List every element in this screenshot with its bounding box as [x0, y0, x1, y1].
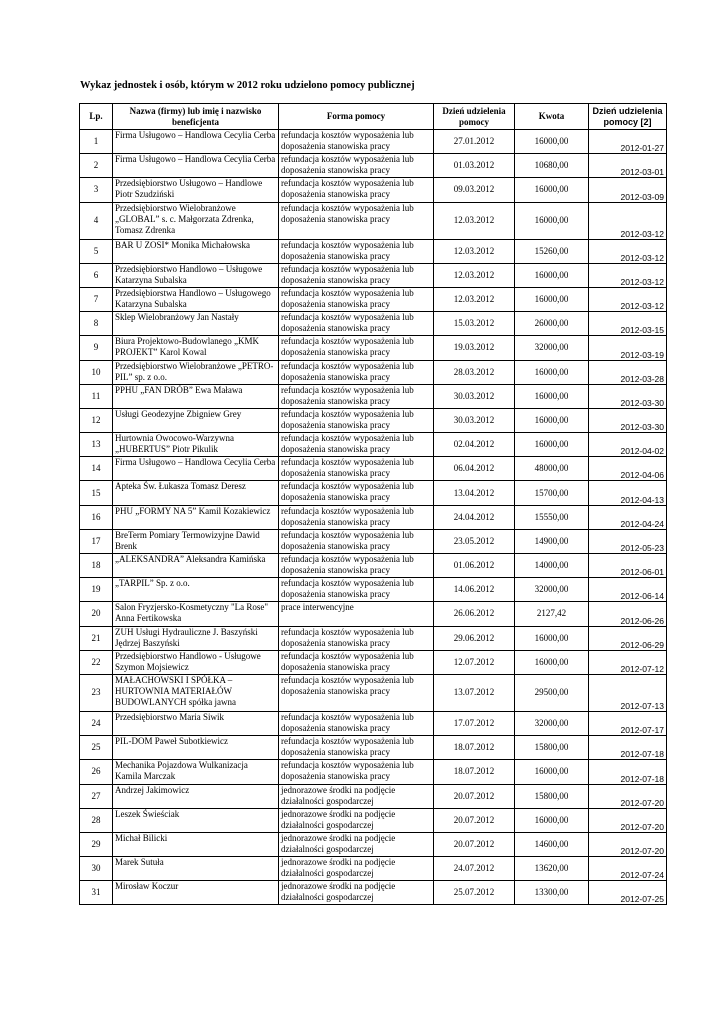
cell-amount: 15700,00 — [515, 481, 589, 505]
cell-iso-date: 2012-01-27 — [589, 130, 667, 154]
cell-iso-date: 2012-03-12 — [589, 202, 667, 239]
cell-amount: 16000,00 — [515, 202, 589, 239]
table-row — [80, 808, 667, 832]
cell-name: ZUH Usługi Hydrauliczne J. Baszyński Jędrzej Baszyński — [113, 626, 279, 650]
cell-date: 17.07.2012 — [434, 711, 515, 735]
cell-date: 30.03.2012 — [434, 408, 515, 432]
cell-iso-date: 2012-07-12 — [589, 650, 667, 674]
cell-iso-date: 2012-03-28 — [589, 360, 667, 384]
cell-lp: 15 — [80, 481, 113, 505]
cell-name: Michał Bilicki — [113, 832, 279, 856]
cell-name: Firma Usługowo – Handlowa Cecylia Cerba — [113, 457, 279, 481]
table-row — [80, 130, 667, 154]
cell-lp: 26 — [80, 760, 113, 784]
cell-lp: 21 — [80, 626, 113, 650]
cell-form: refundacja kosztów wyposażenia lub doposażenia stanowiska pracy — [279, 287, 434, 311]
cell-iso-date: 2012-03-19 — [589, 336, 667, 360]
cell-name: Biura Projektowo-Budowlanego „KMK PROJEKT” Karol Kowal — [113, 336, 279, 360]
cell-amount: 15550,00 — [515, 505, 589, 529]
cell-date: 12.03.2012 — [434, 263, 515, 287]
cell-date: 25.07.2012 — [434, 881, 515, 905]
cell-iso-date: 2012-07-25 — [589, 881, 667, 905]
cell-form: refundacja kosztów wyposażenia lub doposażenia stanowiska pracy — [279, 760, 434, 784]
table-row — [80, 578, 667, 602]
cell-lp: 2 — [80, 154, 113, 178]
cell-lp: 28 — [80, 808, 113, 832]
header-row — [80, 104, 667, 130]
cell-lp: 1 — [80, 130, 113, 154]
document-title: Wykaz jednostek i osób, którym w 2012 roku udzielono pomocy publicznej — [80, 80, 415, 91]
cell-date: 23.05.2012 — [434, 529, 515, 553]
cell-lp: 5 — [80, 239, 113, 263]
cell-amount: 48000,00 — [515, 457, 589, 481]
cell-iso-date: 2012-05-23 — [589, 529, 667, 553]
cell-form: jednorazowe środki na podjęcie działalności gospodarczej — [279, 857, 434, 881]
cell-form: prace interwencyjne — [279, 602, 434, 626]
cell-form: refundacja kosztów wyposażenia lub doposażenia stanowiska pracy — [279, 130, 434, 154]
cell-name: Marek Sutuła — [113, 857, 279, 881]
cell-name: „TARPIL” Sp. z o.o. — [113, 578, 279, 602]
cell-lp: 7 — [80, 287, 113, 311]
cell-name: Hurtownia Owocowo-Warzywna „HUBERTUS” Piotr Pikulik — [113, 433, 279, 457]
cell-amount: 32000,00 — [515, 711, 589, 735]
table-row — [80, 736, 667, 760]
cell-lp: 9 — [80, 336, 113, 360]
cell-form: refundacja kosztów wyposażenia lub doposażenia stanowiska pracy — [279, 408, 434, 432]
cell-amount: 16000,00 — [515, 760, 589, 784]
cell-amount: 29500,00 — [515, 674, 589, 711]
table-row — [80, 360, 667, 384]
cell-form: refundacja kosztów wyposażenia lub doposażenia stanowiska pracy — [279, 736, 434, 760]
cell-amount: 16000,00 — [515, 808, 589, 832]
cell-date: 18.07.2012 — [434, 760, 515, 784]
cell-form: jednorazowe środki na podjęcie działalności gospodarczej — [279, 808, 434, 832]
cell-date: 19.03.2012 — [434, 336, 515, 360]
cell-date: 20.07.2012 — [434, 784, 515, 808]
cell-amount: 32000,00 — [515, 578, 589, 602]
cell-lp: 22 — [80, 650, 113, 674]
cell-form: refundacja kosztów wyposażenia lub doposażenia stanowiska pracy — [279, 360, 434, 384]
cell-iso-date: 2012-07-24 — [589, 857, 667, 881]
cell-amount: 16000,00 — [515, 650, 589, 674]
cell-name: BAR U ZOSI* Monika Michałowska — [113, 239, 279, 263]
cell-lp: 3 — [80, 178, 113, 202]
cell-lp: 4 — [80, 202, 113, 239]
cell-amount: 15800,00 — [515, 736, 589, 760]
cell-name: Przedsiębiorstwa Handlowo – Usługowego Katarzyna Subalska — [113, 287, 279, 311]
cell-form: jednorazowe środki na podjęcie działalności gospodarczej — [279, 832, 434, 856]
cell-lp: 10 — [80, 360, 113, 384]
header-date: Dzień udzielenia pomocy — [434, 104, 515, 130]
cell-lp: 31 — [80, 881, 113, 905]
cell-amount: 16000,00 — [515, 433, 589, 457]
table-row — [80, 881, 667, 905]
cell-date: 09.03.2012 — [434, 178, 515, 202]
cell-form: refundacja kosztów wyposażenia lub doposażenia stanowiska pracy — [279, 650, 434, 674]
cell-iso-date: 2012-04-13 — [589, 481, 667, 505]
cell-date: 06.04.2012 — [434, 457, 515, 481]
cell-lp: 27 — [80, 784, 113, 808]
cell-form: refundacja kosztów wyposażenia lub doposażenia stanowiska pracy — [279, 457, 434, 481]
header-name: Nazwa (firmy) lub imię i nazwisko beneficjenta — [113, 104, 279, 130]
cell-iso-date: 2012-07-20 — [589, 784, 667, 808]
table-row — [80, 287, 667, 311]
cell-iso-date: 2012-06-01 — [589, 554, 667, 578]
cell-form: refundacja kosztów wyposażenia lub doposażenia stanowiska pracy — [279, 154, 434, 178]
aid-table — [79, 103, 667, 905]
cell-name: Firma Usługowo – Handlowa Cecylia Cerba — [113, 154, 279, 178]
table-row — [80, 263, 667, 287]
header-amount: Kwota — [515, 104, 589, 130]
cell-name: MAŁACHOWSKI I SPÓŁKA – HURTOWNIA MATERIAŁÓW BUDOWLANYCH spółka jawna — [113, 674, 279, 711]
table-row — [80, 650, 667, 674]
cell-amount: 32000,00 — [515, 336, 589, 360]
table-row — [80, 202, 667, 239]
cell-amount: 14600,00 — [515, 832, 589, 856]
cell-amount: 16000,00 — [515, 178, 589, 202]
cell-lp: 16 — [80, 505, 113, 529]
cell-lp: 25 — [80, 736, 113, 760]
cell-iso-date: 2012-06-26 — [589, 602, 667, 626]
cell-date: 20.07.2012 — [434, 832, 515, 856]
cell-lp: 11 — [80, 384, 113, 408]
cell-name: Usługi Geodezyjne Zbigniew Grey — [113, 408, 279, 432]
cell-name: Mirosław Koczur — [113, 881, 279, 905]
cell-lp: 24 — [80, 711, 113, 735]
cell-name: Leszek Świeściak — [113, 808, 279, 832]
cell-date: 02.04.2012 — [434, 433, 515, 457]
cell-date: 12.03.2012 — [434, 202, 515, 239]
cell-form: refundacja kosztów wyposażenia lub doposażenia stanowiska pracy — [279, 312, 434, 336]
cell-name: Firma Usługowo – Handlowa Cecylia Cerba — [113, 130, 279, 154]
cell-form: refundacja kosztów wyposażenia lub doposażenia stanowiska pracy — [279, 674, 434, 711]
cell-date: 14.06.2012 — [434, 578, 515, 602]
cell-form: refundacja kosztów wyposażenia lub doposażenia stanowiska pracy — [279, 711, 434, 735]
cell-date: 20.07.2012 — [434, 808, 515, 832]
cell-date: 26.06.2012 — [434, 602, 515, 626]
cell-date: 12.07.2012 — [434, 650, 515, 674]
cell-date: 24.04.2012 — [434, 505, 515, 529]
cell-form: refundacja kosztów wyposażenia lub doposażenia stanowiska pracy — [279, 578, 434, 602]
cell-date: 12.03.2012 — [434, 239, 515, 263]
cell-lp: 13 — [80, 433, 113, 457]
table-row — [80, 602, 667, 626]
table-row — [80, 336, 667, 360]
cell-lp: 29 — [80, 832, 113, 856]
cell-name: Mechanika Pojazdowa Wulkanizacja Kamila Marczak — [113, 760, 279, 784]
cell-lp: 6 — [80, 263, 113, 287]
cell-name: Apteka Św. Łukasza Tomasz Deresz — [113, 481, 279, 505]
cell-name: Przedsiębiorstwo Wielobranżowe „GLOBAL” s. c. Małgorzata Zdrenka, Tomasz Zdrenka — [113, 202, 279, 239]
table-row — [80, 178, 667, 202]
cell-lp: 8 — [80, 312, 113, 336]
cell-amount: 15260,00 — [515, 239, 589, 263]
cell-iso-date: 2012-07-13 — [589, 674, 667, 711]
cell-date: 12.03.2012 — [434, 287, 515, 311]
cell-name: Przedsiębiorstwo Wielobranżowe „PETRO-PIL” sp. z o.o. — [113, 360, 279, 384]
table-row — [80, 505, 667, 529]
cell-date: 01.06.2012 — [434, 554, 515, 578]
cell-form: refundacja kosztów wyposażenia lub doposażenia stanowiska pracy — [279, 554, 434, 578]
cell-amount: 16000,00 — [515, 287, 589, 311]
cell-name: Przedsiębiorstwo Handlowo – Usługowe Katarzyna Subalska — [113, 263, 279, 287]
cell-form: refundacja kosztów wyposażenia lub doposażenia stanowiska pracy — [279, 336, 434, 360]
cell-name: Przedsiębiorstwo Usługowo – Handlowe Piotr Szudziński — [113, 178, 279, 202]
cell-lp: 17 — [80, 529, 113, 553]
cell-iso-date: 2012-03-12 — [589, 287, 667, 311]
cell-iso-date: 2012-03-30 — [589, 408, 667, 432]
cell-amount: 13300,00 — [515, 881, 589, 905]
cell-name: Sklep Wielobranżowy Jan Nastały — [113, 312, 279, 336]
cell-form: refundacja kosztów wyposażenia lub doposażenia stanowiska pracy — [279, 433, 434, 457]
cell-form: refundacja kosztów wyposażenia lub doposażenia stanowiska pracy — [279, 505, 434, 529]
cell-amount: 16000,00 — [515, 384, 589, 408]
cell-iso-date: 2012-03-12 — [589, 263, 667, 287]
cell-lp: 18 — [80, 554, 113, 578]
table-row — [80, 760, 667, 784]
cell-amount: 14000,00 — [515, 554, 589, 578]
header-date-2: Dzień udzielenia pomocy [2] — [589, 104, 667, 130]
cell-form: refundacja kosztów wyposażenia lub doposażenia stanowiska pracy — [279, 529, 434, 553]
cell-name: Andrzej Jakimowicz — [113, 784, 279, 808]
cell-date: 30.03.2012 — [434, 384, 515, 408]
cell-iso-date: 2012-04-02 — [589, 433, 667, 457]
cell-iso-date: 2012-03-30 — [589, 384, 667, 408]
cell-iso-date: 2012-04-06 — [589, 457, 667, 481]
cell-form: refundacja kosztów wyposażenia lub doposażenia stanowiska pracy — [279, 263, 434, 287]
cell-form: refundacja kosztów wyposażenia lub doposażenia stanowiska pracy — [279, 481, 434, 505]
cell-amount: 26000,00 — [515, 312, 589, 336]
cell-date: 15.03.2012 — [434, 312, 515, 336]
cell-amount: 15800,00 — [515, 784, 589, 808]
cell-date: 27.01.2012 — [434, 130, 515, 154]
cell-iso-date: 2012-03-15 — [589, 312, 667, 336]
table-row — [80, 481, 667, 505]
cell-date: 13.07.2012 — [434, 674, 515, 711]
cell-lp: 14 — [80, 457, 113, 481]
cell-date: 18.07.2012 — [434, 736, 515, 760]
header-form: Forma pomocy — [279, 104, 434, 130]
cell-name: BreTerm Pomiary Termowizyjne Dawid Brenk — [113, 529, 279, 553]
cell-form: refundacja kosztów wyposażenia lub doposażenia stanowiska pracy — [279, 384, 434, 408]
cell-amount: 16000,00 — [515, 626, 589, 650]
cell-amount: 16000,00 — [515, 360, 589, 384]
cell-name: Salon Fryzjersko-Kosmetyczny "La Rose" Anna Fertikowska — [113, 602, 279, 626]
cell-name: Przedsiębiorstwo Handlowo - Usługowe Szymon Mojsiewicz — [113, 650, 279, 674]
cell-form: refundacja kosztów wyposażenia lub doposażenia stanowiska pracy — [279, 202, 434, 239]
cell-iso-date: 2012-03-01 — [589, 154, 667, 178]
cell-iso-date: 2012-04-24 — [589, 505, 667, 529]
table-row — [80, 784, 667, 808]
cell-amount: 14900,00 — [515, 529, 589, 553]
cell-amount: 2127,42 — [515, 602, 589, 626]
cell-form: refundacja kosztów wyposażenia lub doposażenia stanowiska pracy — [279, 239, 434, 263]
cell-amount: 16000,00 — [515, 263, 589, 287]
table-row — [80, 554, 667, 578]
cell-iso-date: 2012-03-12 — [589, 239, 667, 263]
cell-date: 01.03.2012 — [434, 154, 515, 178]
table-row — [80, 626, 667, 650]
cell-iso-date: 2012-06-14 — [589, 578, 667, 602]
header-lp: Lp. — [80, 104, 113, 130]
table-row — [80, 457, 667, 481]
cell-form: refundacja kosztów wyposażenia lub doposażenia stanowiska pracy — [279, 178, 434, 202]
table-row — [80, 529, 667, 553]
cell-date: 28.03.2012 — [434, 360, 515, 384]
cell-iso-date: 2012-07-20 — [589, 808, 667, 832]
cell-amount: 16000,00 — [515, 408, 589, 432]
table-row — [80, 239, 667, 263]
table-row — [80, 154, 667, 178]
cell-lp: 19 — [80, 578, 113, 602]
cell-lp: 20 — [80, 602, 113, 626]
cell-amount: 10680,00 — [515, 154, 589, 178]
table-row — [80, 312, 667, 336]
cell-form: jednorazowe środki na podjęcie działalności gospodarczej — [279, 784, 434, 808]
cell-name: Przedsiębiorstwo Maria Siwik — [113, 711, 279, 735]
cell-iso-date: 2012-07-17 — [589, 711, 667, 735]
cell-iso-date: 2012-06-29 — [589, 626, 667, 650]
cell-iso-date: 2012-07-18 — [589, 760, 667, 784]
cell-name: PHU „FORMY NA 5” Kamil Kozakiewicz — [113, 505, 279, 529]
table-row — [80, 711, 667, 735]
cell-form: refundacja kosztów wyposażenia lub doposażenia stanowiska pracy — [279, 626, 434, 650]
cell-name: PIL-DOM Paweł Subotkiewicz — [113, 736, 279, 760]
cell-date: 13.04.2012 — [434, 481, 515, 505]
cell-lp: 30 — [80, 857, 113, 881]
cell-name: „ALEKSANDRA” Aleksandra Kamińska — [113, 554, 279, 578]
cell-lp: 12 — [80, 408, 113, 432]
table-row — [80, 832, 667, 856]
cell-name: PPHU „FAN DRÓB” Ewa Maława — [113, 384, 279, 408]
table-row — [80, 674, 667, 711]
cell-iso-date: 2012-03-09 — [589, 178, 667, 202]
cell-date: 24.07.2012 — [434, 857, 515, 881]
cell-lp: 23 — [80, 674, 113, 711]
cell-date: 29.06.2012 — [434, 626, 515, 650]
cell-form: jednorazowe środki na podjęcie działalności gospodarczej — [279, 881, 434, 905]
table-row — [80, 857, 667, 881]
table-row — [80, 408, 667, 432]
cell-iso-date: 2012-07-20 — [589, 832, 667, 856]
cell-amount: 13620,00 — [515, 857, 589, 881]
table-row — [80, 433, 667, 457]
cell-iso-date: 2012-07-18 — [589, 736, 667, 760]
cell-amount: 16000,00 — [515, 130, 589, 154]
table-row — [80, 384, 667, 408]
